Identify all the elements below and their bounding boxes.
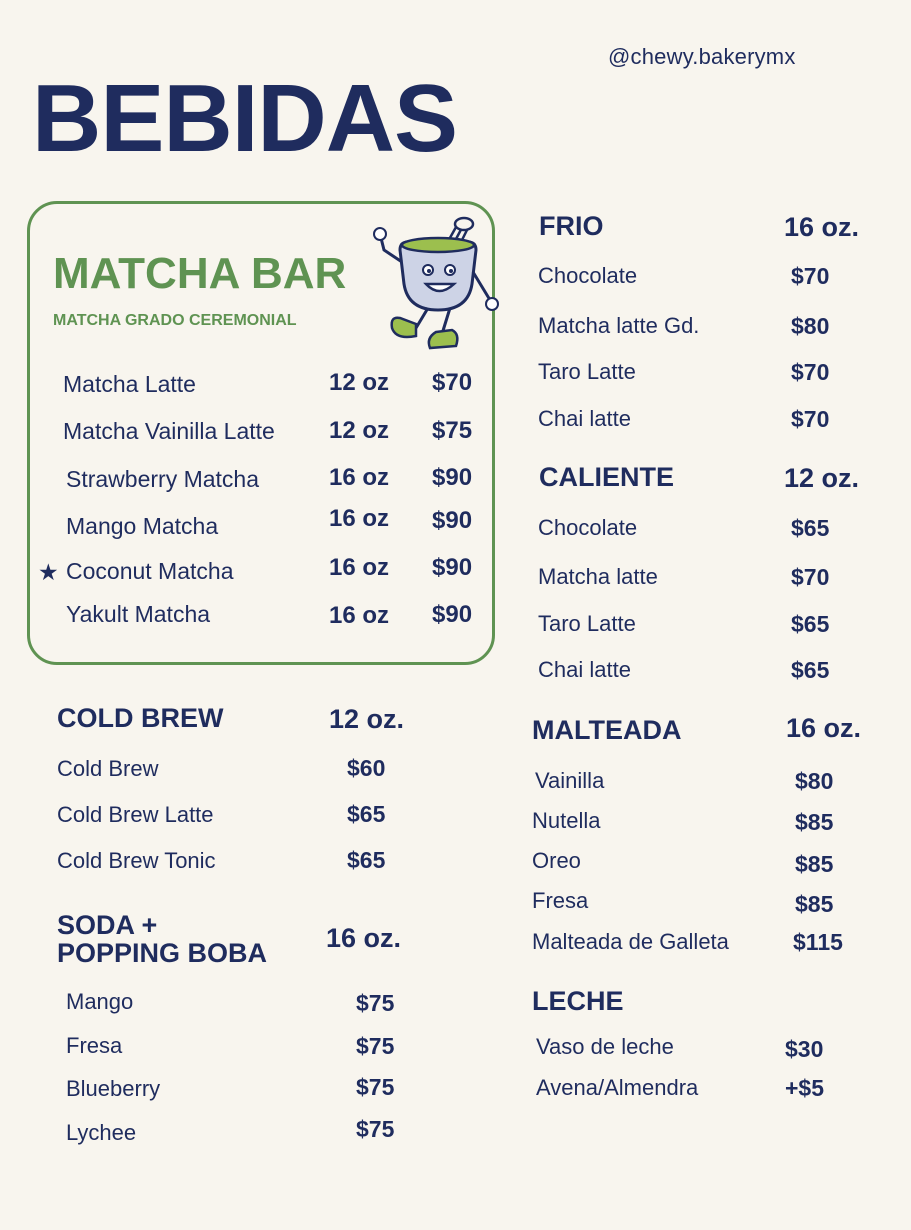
page-title: BEBIDAS [32, 65, 458, 172]
soda-item: Fresa [66, 1033, 123, 1058]
malteada-price: $85 [795, 891, 834, 917]
leche-title: LECHE [532, 986, 624, 1016]
matcha-item-name: Matcha Vainilla Latte [63, 418, 275, 444]
matcha-item-size: 16 oz [329, 602, 390, 629]
frio-size: 16 oz. [784, 212, 860, 242]
malteada-price: $115 [793, 929, 843, 955]
cold-brew-title: COLD BREW [57, 703, 224, 733]
frio-price: $70 [791, 359, 830, 385]
matcha-item-name: Coconut Matcha [66, 558, 234, 584]
leche-item: Avena/Almendra [536, 1075, 699, 1100]
frio-item: Matcha latte Gd. [538, 313, 700, 338]
malteada-price: $80 [795, 768, 834, 794]
caliente-item: Taro Latte [538, 611, 636, 636]
matcha-item-price: $90 [432, 464, 473, 491]
cold-brew-price: $65 [347, 801, 386, 827]
matcha-item-price: $90 [432, 507, 473, 534]
soda-title-line1: SODA + [57, 910, 158, 940]
malteada-item: Malteada de Galleta [532, 929, 729, 954]
matcha-item-price: $75 [432, 417, 473, 444]
star-icon: ★ [38, 559, 59, 585]
matcha-cup-mascot-icon [372, 212, 502, 357]
frio-item: Chai latte [538, 406, 631, 431]
frio-price: $70 [791, 263, 830, 289]
matcha-item-name: Matcha Latte [63, 371, 196, 397]
soda-price: $75 [356, 990, 395, 1016]
malteada-item: Fresa [532, 888, 589, 913]
caliente-item: Chocolate [538, 515, 638, 540]
soda-price: $75 [356, 1074, 395, 1100]
matcha-item-size: 12 oz [329, 369, 390, 396]
matcha-item-name: Strawberry Matcha [66, 466, 260, 492]
soda-price: $75 [356, 1033, 395, 1059]
matcha-item-price: $90 [432, 554, 473, 581]
matcha-item-name: Mango Matcha [66, 513, 219, 539]
matcha-bar-subtitle: MATCHA GRADO CEREMONIAL [53, 312, 297, 329]
cold-brew-size: 12 oz. [329, 704, 405, 734]
cold-brew-item: Cold Brew Tonic [57, 848, 216, 873]
matcha-item-size: 12 oz [329, 417, 390, 444]
frio-price: $80 [791, 313, 830, 339]
matcha-item-name: Yakult Matcha [66, 601, 211, 627]
cold-brew-price: $60 [347, 755, 386, 781]
malteada-price: $85 [795, 851, 834, 877]
soda-item: Lychee [66, 1120, 137, 1145]
frio-item: Chocolate [538, 263, 638, 288]
frio-title: FRIO [539, 211, 604, 241]
matcha-item-price: $70 [432, 369, 473, 396]
frio-item: Taro Latte [538, 359, 636, 384]
malteada-item: Nutella [532, 808, 601, 833]
malteada-price: $85 [795, 809, 834, 835]
leche-item: Vaso de leche [536, 1034, 674, 1059]
matcha-bar-title: MATCHA BAR [53, 249, 347, 298]
leche-price: $30 [785, 1036, 824, 1062]
malteada-title: MALTEADA [532, 715, 682, 745]
caliente-price: $65 [791, 611, 830, 637]
leche-price: +$5 [785, 1075, 825, 1101]
caliente-price: $65 [791, 657, 830, 683]
frio-price: $70 [791, 406, 830, 432]
caliente-price: $65 [791, 515, 830, 541]
malteada-item: Oreo [532, 848, 581, 873]
soda-title-line2: POPPING BOBA [57, 938, 268, 968]
caliente-title: CALIENTE [539, 462, 674, 492]
soda-item: Mango [66, 989, 134, 1014]
malteada-size: 16 oz. [786, 713, 862, 743]
cold-brew-item: Cold Brew Latte [57, 802, 214, 827]
matcha-item-price: $90 [432, 601, 473, 628]
soda-item: Blueberry [66, 1076, 161, 1101]
caliente-price: $70 [791, 564, 830, 590]
social-handle: @chewy.bakerymx [608, 44, 796, 69]
malteada-item: Vainilla [535, 768, 605, 793]
cold-brew-item: Cold Brew [57, 756, 159, 781]
soda-size: 16 oz. [326, 923, 402, 953]
soda-price: $75 [356, 1116, 395, 1142]
caliente-item: Matcha latte [538, 564, 658, 589]
matcha-item-size: 16 oz [329, 464, 390, 491]
caliente-item: Chai latte [538, 657, 631, 682]
cold-brew-price: $65 [347, 847, 386, 873]
matcha-item-size: 16 oz [329, 554, 390, 581]
caliente-size: 12 oz. [784, 463, 860, 493]
matcha-item-size: 16 oz [329, 505, 390, 532]
